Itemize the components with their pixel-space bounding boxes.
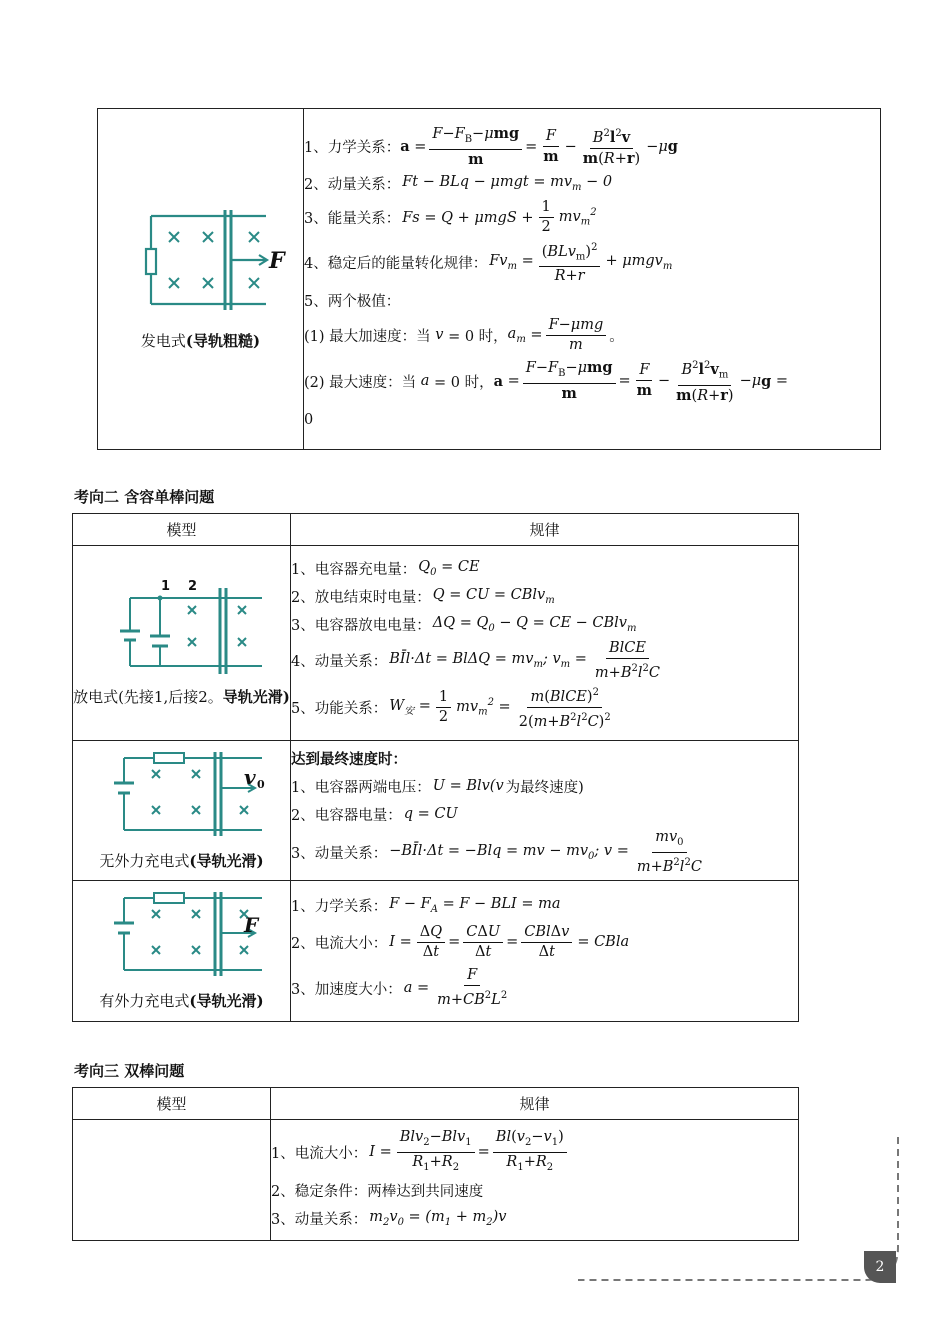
model-cell [73,741,291,881]
force-charging-diagram [102,888,262,978]
model-cell [73,546,291,741]
header-model: 模型 [73,514,291,546]
rules-cell: 1、电容器充电量： $Q_0$ = CE 2、放电结束时电量： Q = CU = CBlv$_m$ 3、电容器放电电量： $\Delta Q = Q_0 - Q$ = CE − CBlv$_m$ 4、动量关系： BĪl·Δt = $Bl\Delta Q = mv_m$; $v_m$ = $\frac{\text{BlCE}}{m+B^2l^2C}$ 5、功能关系： $W_安$ = $\frac{1}{2}$ $mv_m^2$ = $\frac{m(BlCE)^2}{2(m+B^2l^2C)^2}$ [291,546,799,741]
model-cell [98,109,304,450]
model-caption: 发电式(导轨粗糙) [140,332,261,350]
header-rule: 规律 [291,514,799,546]
velocity-label: v [243,764,256,789]
switch-label-2: 2 [187,579,197,594]
no-force-charging-diagram [102,748,265,838]
discharge-circuit-diagram [102,576,262,676]
header-model: 模型 [73,1088,271,1120]
section-title-2: 考向二 含容单棒问题 [74,488,215,506]
rules-cell: 1、力学关系： $F - F_A = F$ − BLI = ma 2、电流大小： I = $\frac{\Delta Q}{\Delta t}$ = $\frac{\text{CΔU}}{\Delta t}$ = $\frac{\text{CBlΔv}}{\Delta t}$ = CBla 3、加速度大小： a = $\frac{F}{m+CB^2L^2}$ [291,881,799,1022]
model-caption: 放电式(先接1,后接2。导轨光滑) [73,688,290,706]
page-border-dashes [575,1135,905,1285]
switch-label-1: 1 [160,579,170,594]
section-title-3: 考向三 双棒问题 [74,1062,185,1080]
generator-circuit-diagram [121,204,285,314]
model-caption: 无外力充电式(导轨光滑) [99,851,264,870]
page-number: 2 [864,1251,896,1283]
model-cell [73,1120,271,1241]
force-label: F [243,913,258,937]
force-label: F [268,248,285,274]
rules-cell: 1、力学关系： a = $\frac{F-F_B-\mu mg}{m}$ = $\frac{F}{m}$ − $\frac{B^2l^2v}{m(R+r)}$ − μ g 2、动量关系： Ft − BLq − $\mu mgt = mv_m - 0$ 3、能量关系： Fs = Q + μmgS + $\frac{1}{2}$ $mv_m^2$ 4、稳定后的能量转化规律： $Fv_m$ = $\frac{(BLv_m)^2}{R+r}$ + μmgv$_m$ 5、两个极值： (1) 最大加速度：当 v = 0 时， $a_m$ = $\frac{\text{F−μmg}}{m}$ 。 (2) 最大速度：当 a = 0 时， a = $\frac{F-F_B-\mu mg}{m}$ = $\frac{F}{m}$ − $\frac{B^2l^2v_m}{m(R+r)}$ − μ g = 0 [304,109,881,450]
magnetic-field-crosses [188,606,246,646]
model-caption: 有外力充电式(导轨光滑) [99,992,264,1010]
model-cell [73,881,291,1022]
svg-text:0: 0 [256,777,265,791]
rules-cell: 达到最终速度时： 1、电容器两端电压： U = Blv(v 为最终速度) 2、电容器电量： q = CU 3、动量关系： −BĪl·Δt = −Blq = mv − $mv_0$; v = $\frac{mv_0}{m+B^2l^2C}$ [291,741,799,881]
header-rule: 规律 [271,1088,799,1120]
capacitor-table [72,513,799,1022]
generator-table [97,108,881,450]
magnetic-field-crosses [152,770,248,814]
rules-cell: 1、电流大小： I = $\frac{Blv_2-Blv_1}{R_1+R_2}$ = $\frac{Bl(v_2-v_1)}{R_1+R_2}$ 2、稳定条件：两棒达到共同速度 3、动量关系： $m_2v_0 = (m_1 + m_2)v$ [271,1120,799,1241]
